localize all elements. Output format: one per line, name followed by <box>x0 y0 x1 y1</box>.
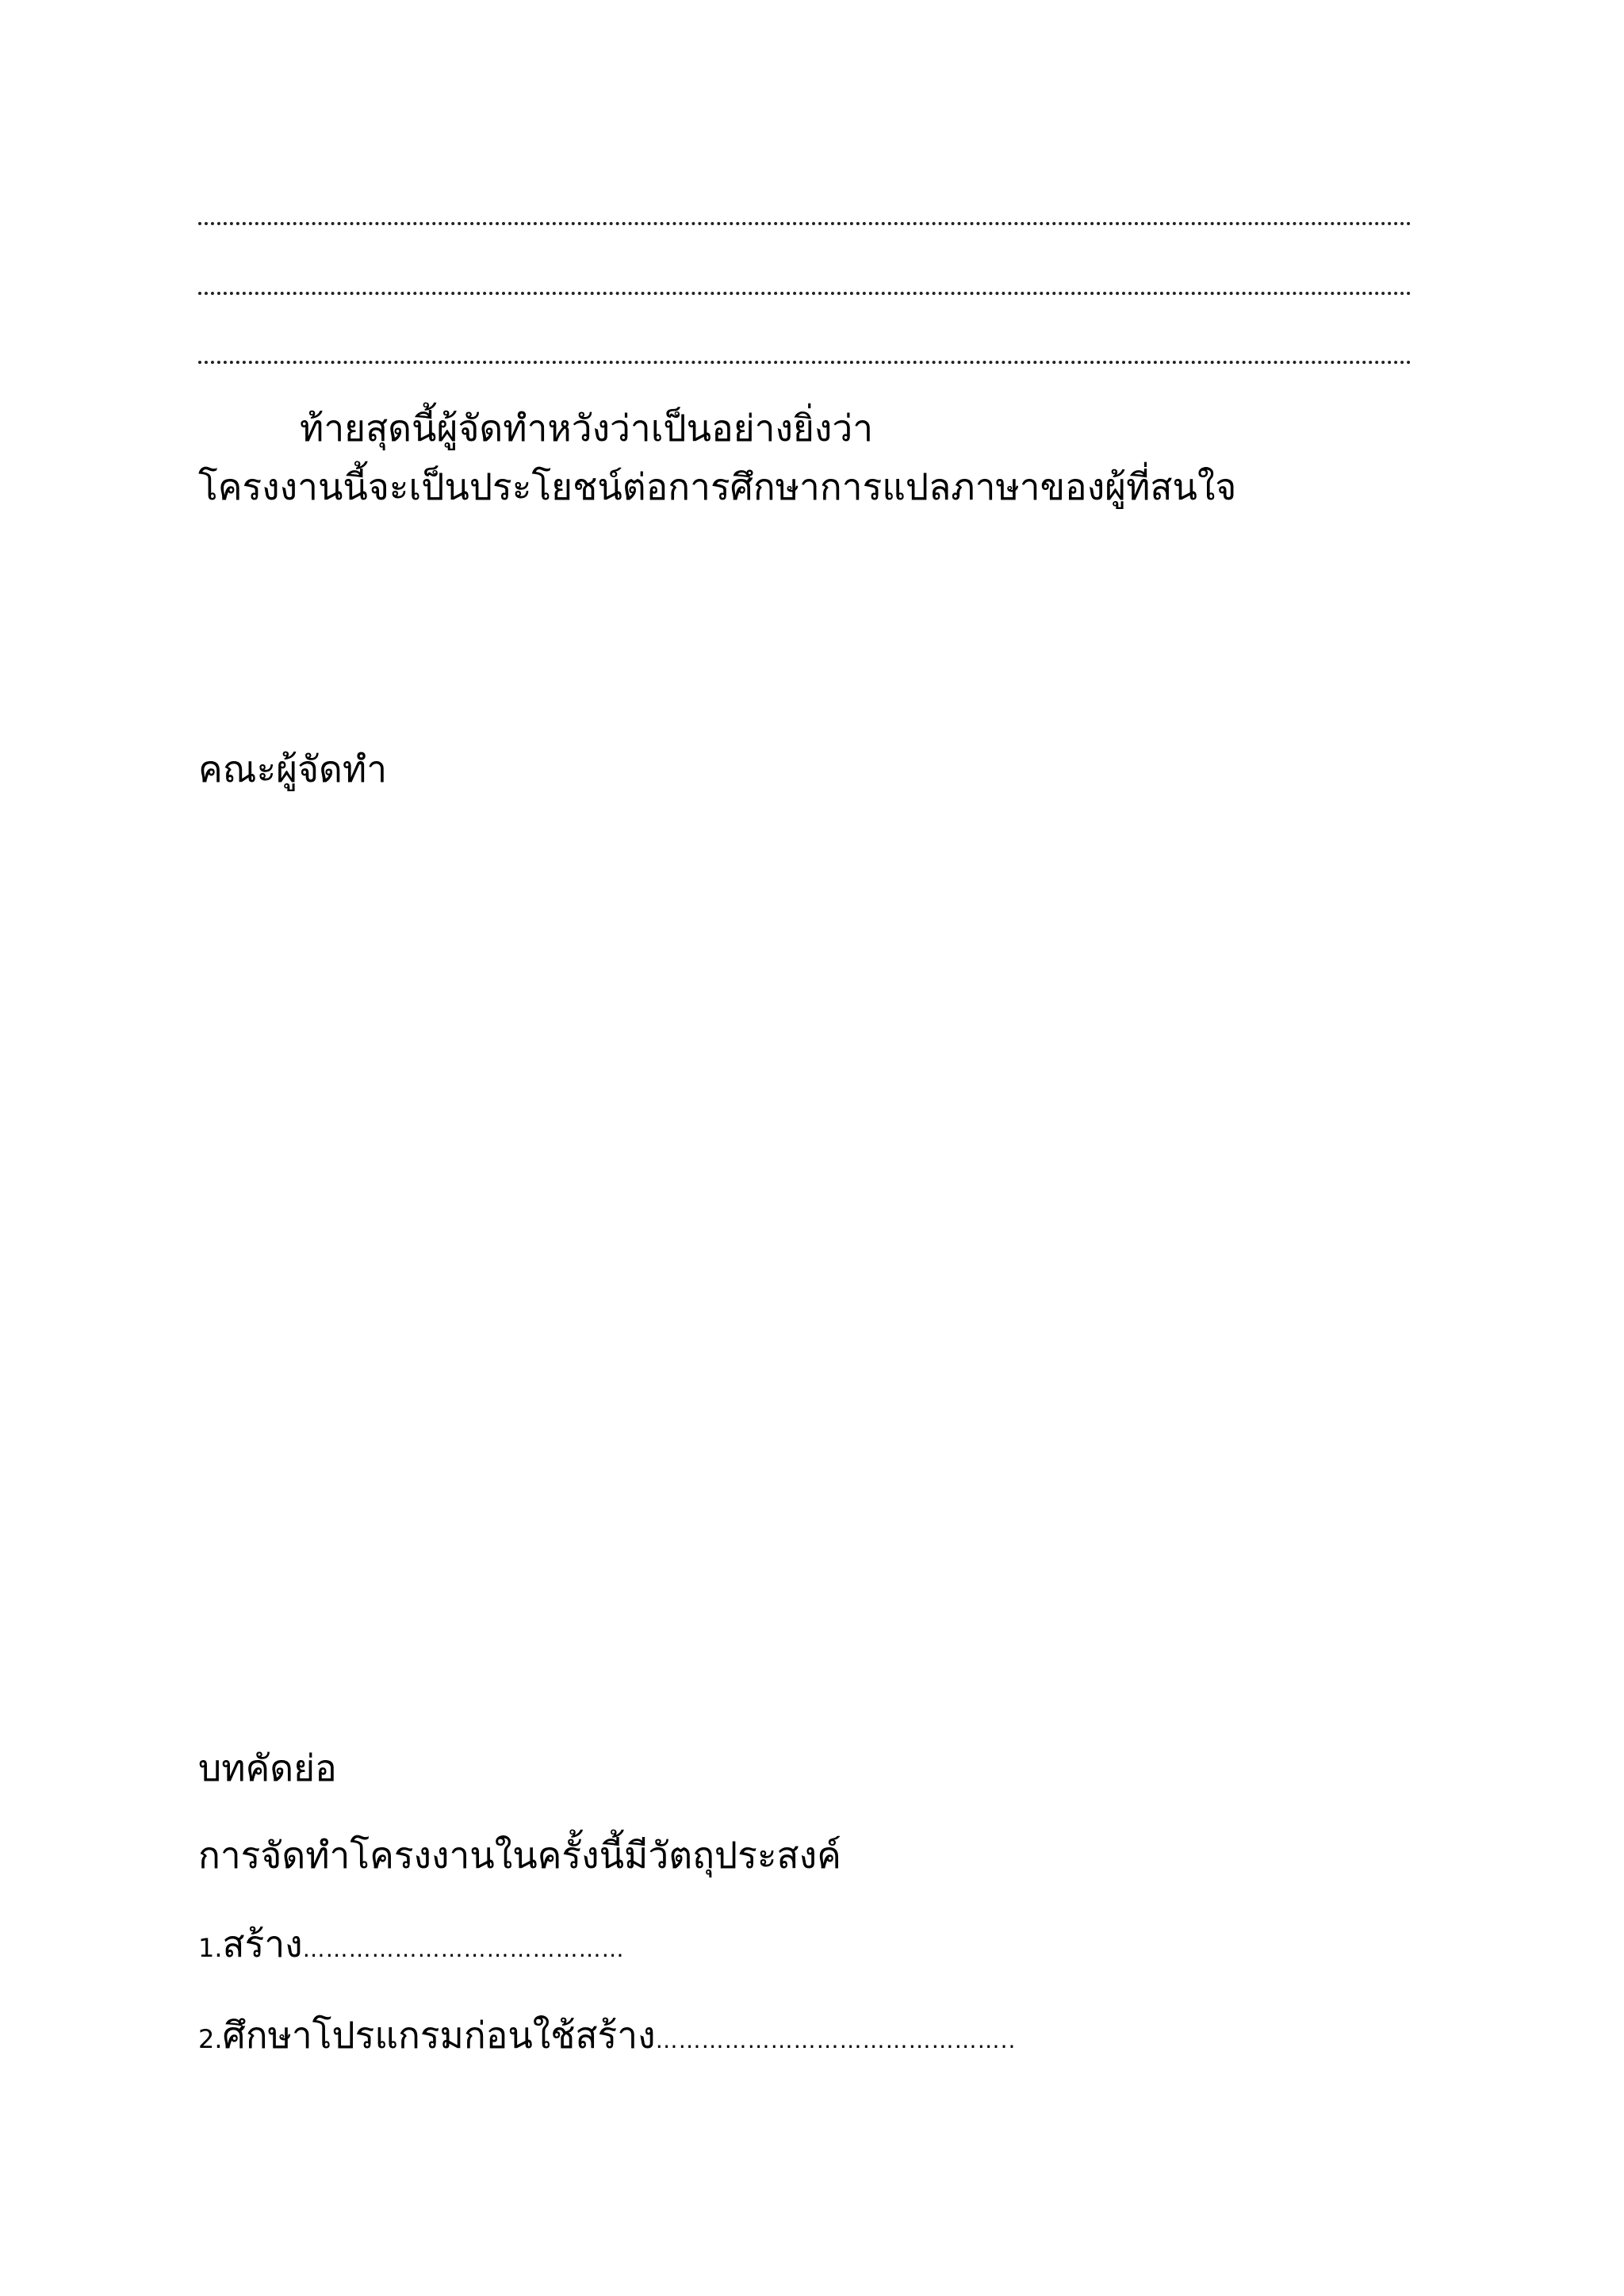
preface-closing-line-1: ท้ายสุดนี้ผู้จัดทำหวังว่าเป็นอย่างยิ่งว่า <box>300 407 874 450</box>
objective-blank: ……………………………………….. <box>655 2027 1017 2053</box>
objective-text: ศึกษาโปรแกรมก่อนใช้สร้าง <box>222 2014 656 2057</box>
dotted-fill-line-3 <box>198 361 1411 364</box>
objective-item-1 <box>198 1920 625 1973</box>
signature: คณะผู้จัดทำ <box>198 748 388 790</box>
objective-text: สร้าง <box>222 1923 303 1965</box>
objective-item-2 <box>198 2011 1016 2064</box>
objective-number: 2. <box>198 2024 223 2054</box>
dotted-fill-line-2 <box>198 292 1411 295</box>
preface-closing-line-2: โครงงานนี้จะเป็นประโยชน์ต่อการศึกษาการแปลภาษาของผู้ที่สนใจ <box>198 465 1237 508</box>
dotted-fill-line-1 <box>198 222 1411 225</box>
objective-blank: …………………………………… <box>302 1936 625 1962</box>
abstract-title: บทคัดย่อ <box>198 1747 337 1789</box>
objective-number: 1. <box>198 1933 223 1963</box>
abstract-intro: การจัดทำโครงงานในครั้งนี้มีวัตถุประสงค์ <box>198 1834 841 1877</box>
